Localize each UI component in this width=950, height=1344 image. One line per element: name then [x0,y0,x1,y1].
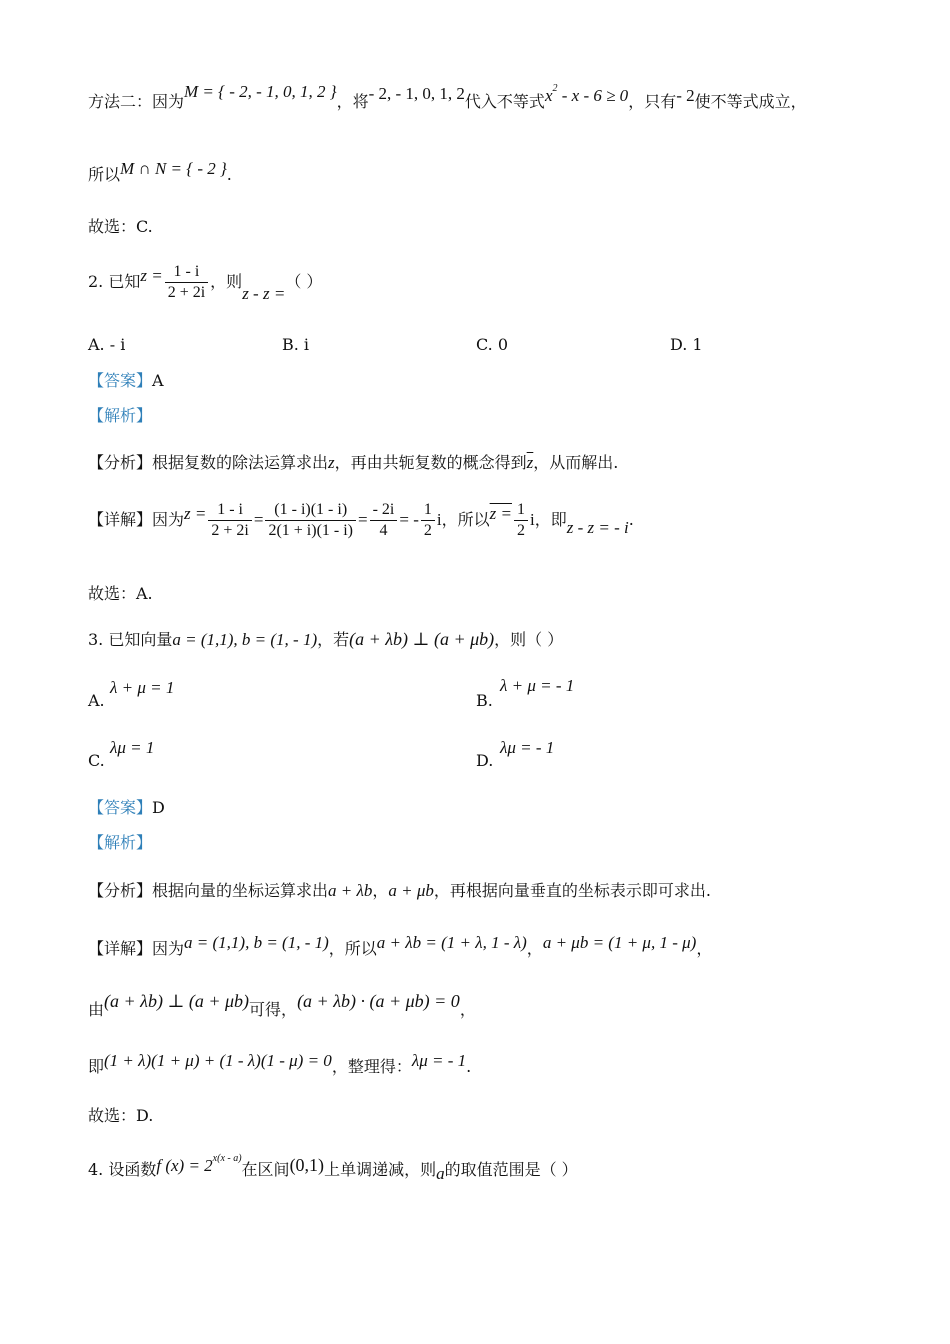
text: ， [372,881,389,900]
fraction [208,500,251,541]
z-eq-math: z = [184,504,207,523]
frac-num: 1 [421,500,435,521]
q3-option-d-math: λμ = - 1 [500,738,555,757]
i-math: i [529,510,535,529]
ineq-exponent: 2 [552,83,558,94]
interval-math: (0,1) [289,1155,325,1175]
answer-choice-1: 故选：C. [88,217,153,236]
question-2-stem [88,262,322,303]
text: ， [459,1000,476,1019]
q2-option-c: C. 0 [476,335,509,354]
frac-den: 2 + 2i [167,284,206,301]
text: 所以 [88,165,121,184]
z-math: z [328,453,335,472]
text: ，再根据向量垂直的坐标表示即可求出. [433,881,711,900]
func-exponent: x(x - a) [212,1153,242,1164]
q3-detail-1 [88,933,713,960]
func-base: f (x) = 2 [156,1156,213,1175]
frac-den: 2 + 2i [211,522,249,539]
text: 4. 设函数 [88,1160,157,1179]
expand-math: (1 + λ)(1 + μ) + (1 - λ)(1 - μ) = 0 [104,1051,332,1070]
text: ，则 [210,272,243,291]
fraction [421,500,435,541]
q2-option-d: D. 1 [670,335,703,354]
q3-fenxi [88,880,711,902]
function-math [156,1153,242,1175]
text: 因为 [152,939,185,958]
fenxi-tag: 【分析】 [88,881,153,900]
equals: = - [399,510,419,529]
q2-detail [88,500,634,541]
answer-tag: 【答案】 [88,371,153,390]
fraction [514,500,528,541]
text: ，将 [336,92,369,111]
text: 可得， [249,1000,298,1019]
sum1-math: a + λb = (1 + λ, 1 - λ) [376,933,527,952]
answer-value: D [152,798,165,817]
text: ，从而解出. [533,453,619,472]
vectors-math: a = (1,1), b = (1, - 1) [184,933,329,952]
equals: = [358,510,368,529]
text: ，若 [317,630,350,649]
text: 由 [88,1000,105,1019]
intersection-math: M ∩ N = { - 2 } [120,159,227,178]
fenxi-tag: 【分析】 [88,453,153,472]
z-eq-math: z = [140,266,163,285]
q3-detail-3 [88,1051,472,1078]
q2-option-a: A. - i [88,335,126,354]
method2-line-2 [88,159,232,186]
text: ，即 [534,510,567,529]
set-m-math: M = { - 2, - 1, 0, 1, 2 } [184,82,337,101]
text: 的取值范围是（ ） [444,1160,578,1179]
text: . [628,510,634,529]
text: 3. 已知向量 [88,630,173,649]
text: 代入不等式 [464,92,545,111]
answer-tag: 【答案】 [88,798,153,817]
text: 使不等式成立， [694,92,807,111]
text: 根据复数的除法运算求出 [152,453,329,472]
ineq-x: x [544,86,553,105]
q3-option-a-label: A. [88,691,105,710]
equals: = [253,510,264,529]
frac-den: 2 [516,522,525,539]
text: （ ） [285,272,323,291]
vectors-math: a = (1,1), b = (1, - 1) [172,630,318,649]
inequality-math [544,83,629,105]
fraction [165,262,208,303]
text: ，所以 [441,510,490,529]
text: ，所以 [328,939,377,958]
frac-num: 1 - i [165,262,208,283]
frac-num: 1 [514,500,528,521]
a-math: a [436,1164,445,1183]
perp-math: (a + λb) ⊥ (a + μb) [349,629,495,649]
q3-answer [88,797,165,819]
q2-fenxi [88,452,618,474]
question-4-stem [88,1152,578,1181]
text: ，整理得： [331,1057,412,1076]
fraction [265,500,356,541]
q3-option-b-label: B. [476,691,493,710]
text: ，则（ ） [494,630,564,649]
text: ， [526,939,543,958]
q3-option-c-label: C. [88,751,105,770]
values-math: - 2, - 1, 0, 1, 2 [368,84,465,103]
text: ，再由共轭复数的概念得到 [334,453,527,472]
frac-den: 4 [379,522,388,539]
text: 方法二：因为 [88,92,185,111]
neg-two-math: - 2 [676,86,695,105]
q2-analysis-tag: 【解析】 [88,406,153,425]
q3-option-c-math: λμ = 1 [110,738,155,757]
fraction [370,500,398,541]
frac-den: 2(1 + i)(1 - i) [268,522,353,539]
expr-math: a + μb [388,881,434,900]
q2-option-b: B. i [282,335,310,354]
perp-math: (a + λb) ⊥ (a + μb) [104,991,250,1011]
dot-math: (a + λb) · (a + μb) = 0 [297,991,460,1011]
i-math: i [436,510,442,529]
text: ，只有 [628,92,677,111]
text: . [226,165,232,184]
frac-num: - 2i [370,500,398,521]
q3-option-a-math: λ + μ = 1 [110,678,175,697]
method2-line-1 [88,84,807,113]
text: 上单调递减，则 [324,1160,437,1179]
q3-option-b-math: λ + μ = - 1 [500,676,575,695]
frac-den: 2 [423,522,432,539]
result-math: λμ = - 1 [411,1051,467,1070]
text: 因为 [152,510,185,529]
text: ， [696,939,713,958]
answer-choice-3: 故选：D. [88,1106,154,1125]
detail-tag: 【详解】 [88,510,153,529]
sum2-math: a + μb = (1 + μ, 1 - μ) [542,933,697,952]
answer-value: A [152,371,164,390]
expr-math: z - z = [242,284,286,303]
text: 根据向量的坐标运算求出 [152,881,329,900]
text: . [466,1057,472,1076]
final-math: z - z = - i [566,518,629,537]
text: 2. 已知 [88,272,141,291]
zbar-eq-math: z = [489,504,512,523]
q3-analysis-tag: 【解析】 [88,833,153,852]
zbar-math: $\overline{z}$ [526,453,534,472]
ineq-rest: - x - 6 ≥ 0 [557,86,629,105]
text: 在区间 [241,1160,290,1179]
question-3-stem [88,628,563,651]
q3-option-d-label: D. [476,751,494,770]
frac-num: (1 - i)(1 - i) [265,500,356,521]
detail-tag: 【详解】 [88,939,153,958]
text: 即 [88,1057,105,1076]
frac-num: 1 - i [208,500,251,521]
expr-math: a + λb [328,881,373,900]
q3-detail-2 [88,991,476,1021]
answer-choice-2: 故选：A. [88,584,153,603]
q2-answer [88,370,164,392]
